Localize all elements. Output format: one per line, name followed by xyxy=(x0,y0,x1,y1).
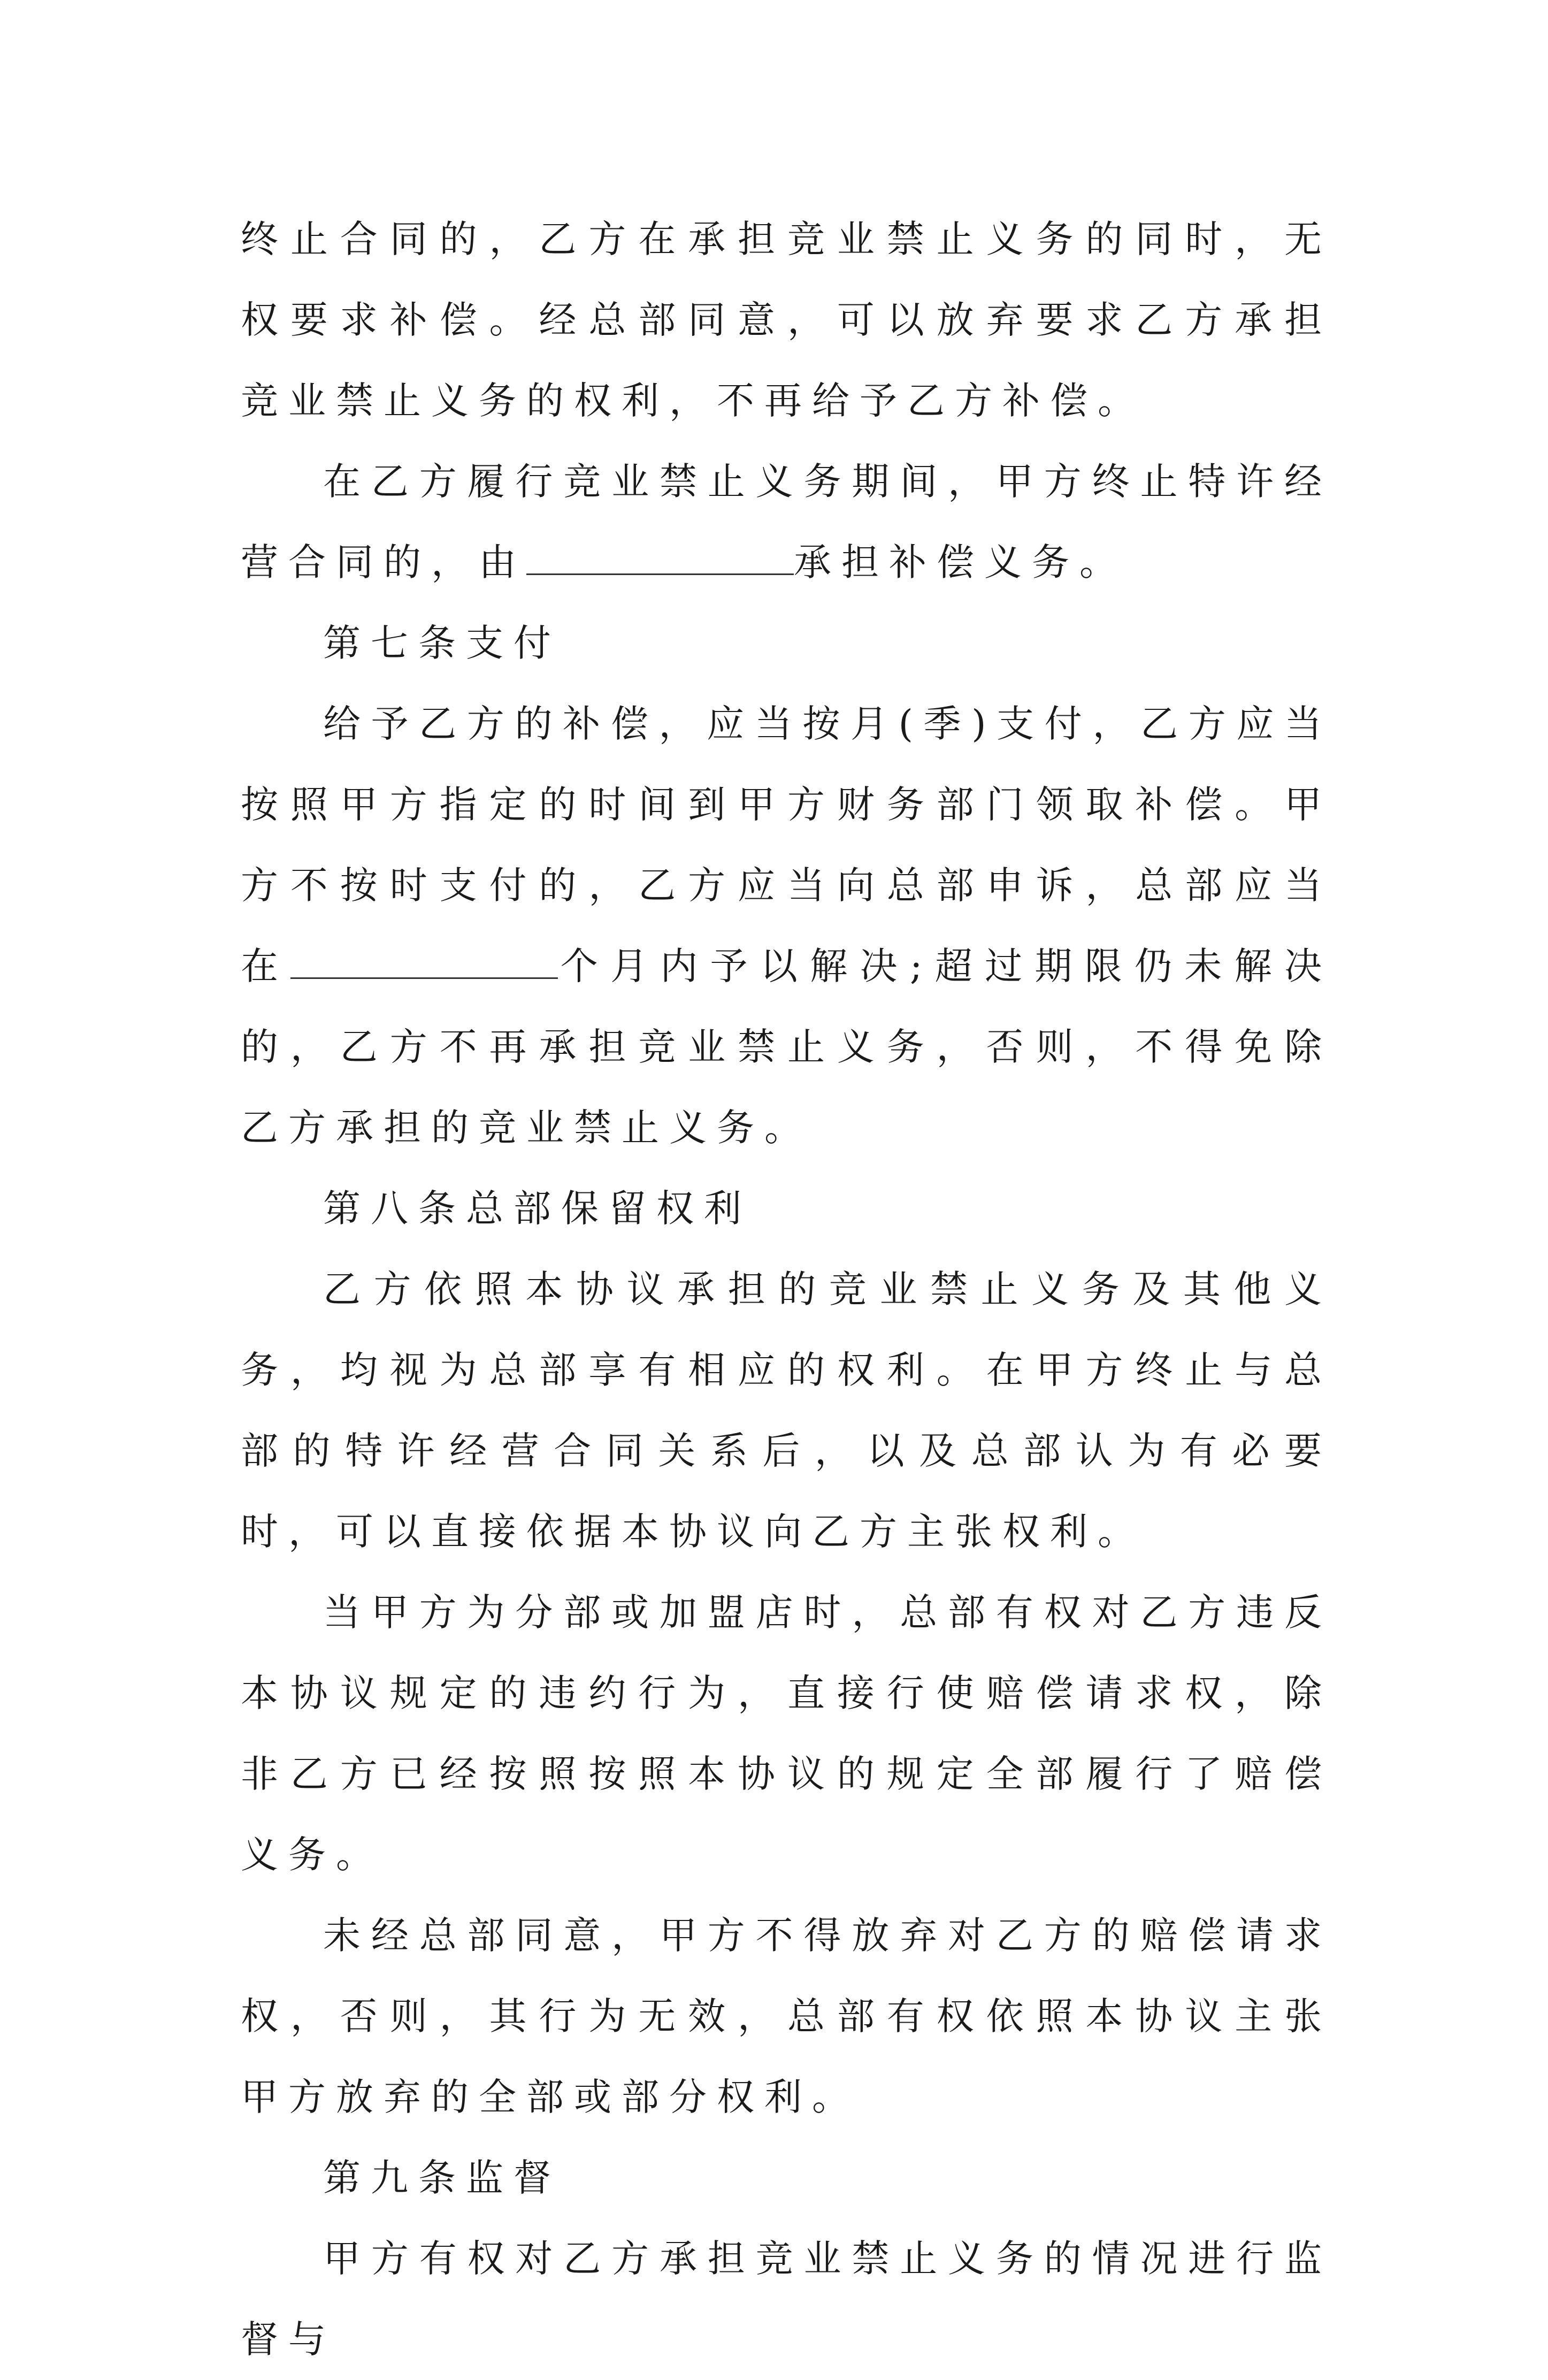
paragraph-payment xyxy=(241,684,1332,1168)
paragraph-text-part: 给予乙方的补偿，应当按月(季)支付，乙方应当按照甲方指定的时间到甲方财务部门领取补偿。甲方不按时支付的，乙方应当向总部申诉，总部应当在 xyxy=(241,702,1332,988)
blank-compensating-party xyxy=(526,544,794,575)
paragraph-compensation-waiver: 终止合同的，乙方在承担竞业禁止义务的同时，无权要求补偿。经总部同意，可以放弃要求乙方承担竞业禁止义务的权利，不再给予乙方补偿。 xyxy=(241,217,1332,423)
paragraph-text-part: 在乙方履行竞业禁止义务期间，甲方终止特许经营合同的，由 xyxy=(241,460,1332,584)
paragraph-termination-compensation xyxy=(241,441,1332,603)
article-7-heading: 第七条支付 xyxy=(323,621,561,665)
paragraph-text-part: 承担补偿义务。 xyxy=(794,540,1127,584)
paragraph-waiver-invalid: 未经总部同意，甲方不得放弃对乙方的赔偿请求权，否则，其行为无效，总部有权依照本协议主张甲方放弃的全部或部分权利。 xyxy=(241,1914,1332,2119)
paragraph-text-part: 个月内予以解决;超过期限仍未解决的，乙方不再承担竞业禁止义务，否则，不得免除乙方承担的竞业禁止义务。 xyxy=(241,944,1332,1150)
blank-months xyxy=(290,947,558,979)
paragraph-headquarters-rights: 乙方依照本协议承担的竞业禁止义务及其他义务，均视为总部享有相应的权利。在甲方终止与总部的特许经营合同关系后，以及总部认为有必要时，可以直接依据本协议向乙方主张权利。 xyxy=(241,1267,1332,1553)
paragraph-branch-claims: 当甲方为分部或加盟店时，总部有权对乙方违反本协议规定的违约行为，直接行使赔偿请求权，除非乙方已经按照按照本协议的规定全部履行了赔偿义务。 xyxy=(241,1590,1332,1877)
paragraph-supervision: 甲方有权对乙方承担竞业禁止义务的情况进行监督与 xyxy=(241,2237,1332,2361)
document-body xyxy=(241,199,1332,2380)
article-9-heading: 第九条监督 xyxy=(323,2156,561,2200)
article-8-heading: 第八条总部保留权利 xyxy=(323,1187,752,1230)
